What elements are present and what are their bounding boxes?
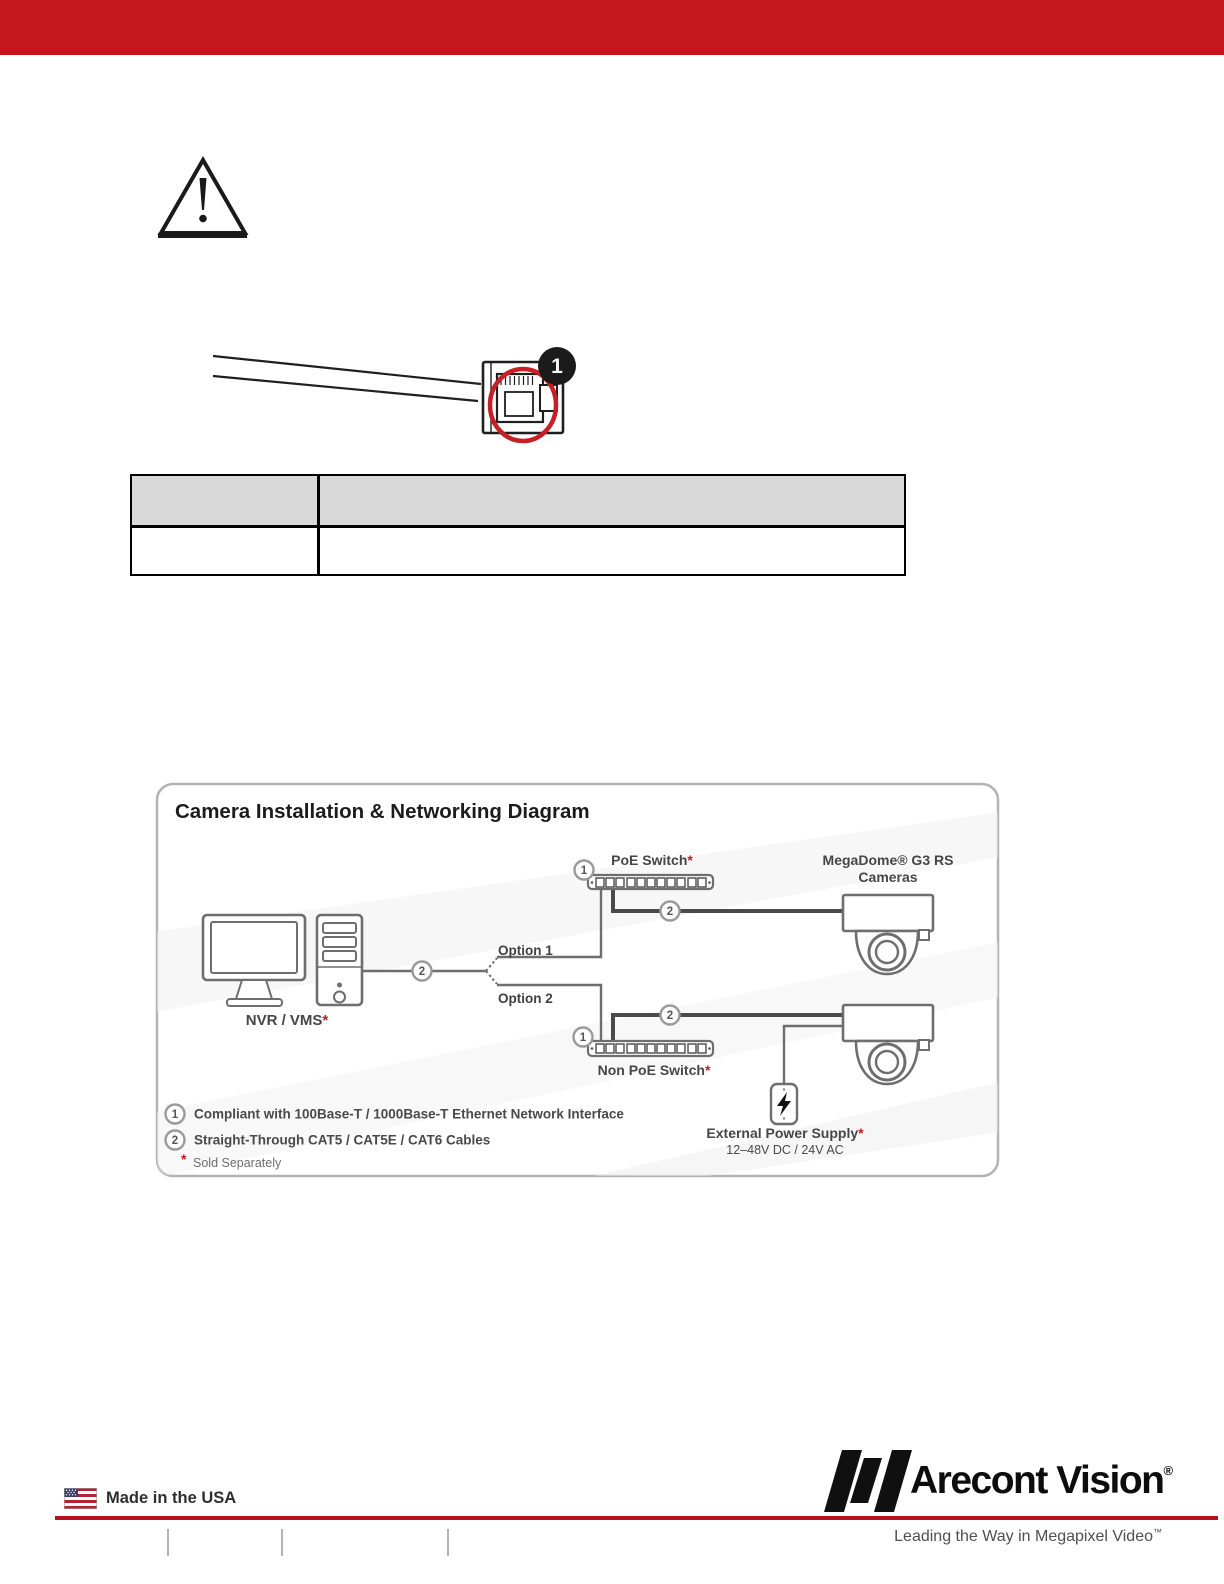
psu-label xyxy=(706,1125,864,1141)
brand-tagline xyxy=(894,1527,1162,1546)
sold-separately-text: Sold Separately xyxy=(193,1156,282,1170)
trademark-mark: ™ xyxy=(1153,1527,1162,1537)
callout-1-poe xyxy=(575,861,594,880)
networking-diagram xyxy=(155,782,1000,1178)
psu-label-text: External Power Supply xyxy=(706,1125,859,1141)
non-poe-switch-label-text: Non PoE Switch xyxy=(597,1062,705,1078)
spec-table-cell-2 xyxy=(320,528,904,574)
nvr-asterisk: * xyxy=(322,1012,329,1029)
footer-table-divider xyxy=(447,1529,449,1556)
option1-label: Option 1 xyxy=(498,943,553,958)
warning-triangle-icon xyxy=(157,156,249,242)
psu-voltage-label: 12–48V DC / 24V AC xyxy=(726,1143,844,1157)
spec-table-header-cell-2 xyxy=(320,476,904,525)
callout-number: 2 xyxy=(666,906,674,918)
arecont-vision-wordmark xyxy=(910,1459,1173,1503)
callout-2-cam1 xyxy=(661,902,680,921)
arecont-vision-logo-mark xyxy=(818,1448,912,1514)
made-in-usa-label: Made in the USA xyxy=(106,1489,237,1507)
poe-switch-label xyxy=(611,852,693,868)
brand-text: Arecont Vision xyxy=(910,1459,1164,1502)
callout-2-nvr xyxy=(413,962,432,981)
legend-text: Straight-Through CAT5 / CAT5E / CAT6 Cables xyxy=(194,1132,491,1148)
callout-number: 2 xyxy=(666,1010,674,1022)
callout-badge-number: 1 xyxy=(551,355,563,378)
non-poe-switch-ports xyxy=(596,1044,706,1053)
footer-table-divider xyxy=(167,1529,169,1556)
spec-table-header-cell-1 xyxy=(132,476,320,525)
legend-item-1 xyxy=(166,1105,625,1124)
legend-text: Compliant with 100Base-T / 1000Base-T Ethernet Network Interface xyxy=(194,1106,624,1122)
footer-table-divider xyxy=(281,1529,283,1556)
callout-number: 1 xyxy=(579,1032,587,1044)
us-flag-icon xyxy=(64,1488,97,1509)
poe-switch-ports xyxy=(596,878,706,887)
non-poe-switch-label xyxy=(598,1062,711,1078)
legend-number: 2 xyxy=(171,1135,179,1147)
callout-1-nonpoe xyxy=(574,1028,593,1047)
nvr-label-text: NVR / VMS xyxy=(245,1012,323,1029)
legend-item-2 xyxy=(166,1131,491,1150)
poe-switch-asterisk: * xyxy=(687,852,693,868)
nvr-label xyxy=(246,1012,329,1029)
legend-number: 1 xyxy=(171,1109,179,1121)
psu-asterisk: * xyxy=(858,1125,864,1141)
callout-number: 1 xyxy=(580,865,588,877)
megadome-label-line2: Cameras xyxy=(858,869,918,885)
top-red-bar xyxy=(0,0,1224,55)
poe-switch-label-text: PoE Switch xyxy=(611,852,688,868)
megadome-label-line1: MegaDome® G3 RS xyxy=(822,852,954,868)
tagline-text: Leading the Way in Megapixel Video xyxy=(894,1528,1153,1545)
poe-switch xyxy=(588,875,713,889)
callout-number: 2 xyxy=(418,966,426,978)
callout-2-cam2 xyxy=(661,1006,680,1025)
option2-label: Option 2 xyxy=(498,991,553,1006)
callout-badge-1 xyxy=(538,347,576,385)
non-poe-switch-asterisk: * xyxy=(704,1062,711,1078)
external-power-supply xyxy=(771,1084,797,1124)
cable-connector-figure xyxy=(205,335,590,450)
registered-mark: ® xyxy=(1163,1463,1174,1478)
sold-separately-asterisk: * xyxy=(181,1151,187,1167)
spec-table-cell-1 xyxy=(132,528,320,574)
spec-table-header-row xyxy=(132,476,904,528)
diagram-title: Camera Installation & Networking Diagram xyxy=(175,800,590,823)
footer-red-rule xyxy=(55,1516,1218,1520)
spec-table xyxy=(130,474,906,576)
spec-table-row xyxy=(132,528,904,574)
non-poe-switch xyxy=(588,1041,713,1056)
